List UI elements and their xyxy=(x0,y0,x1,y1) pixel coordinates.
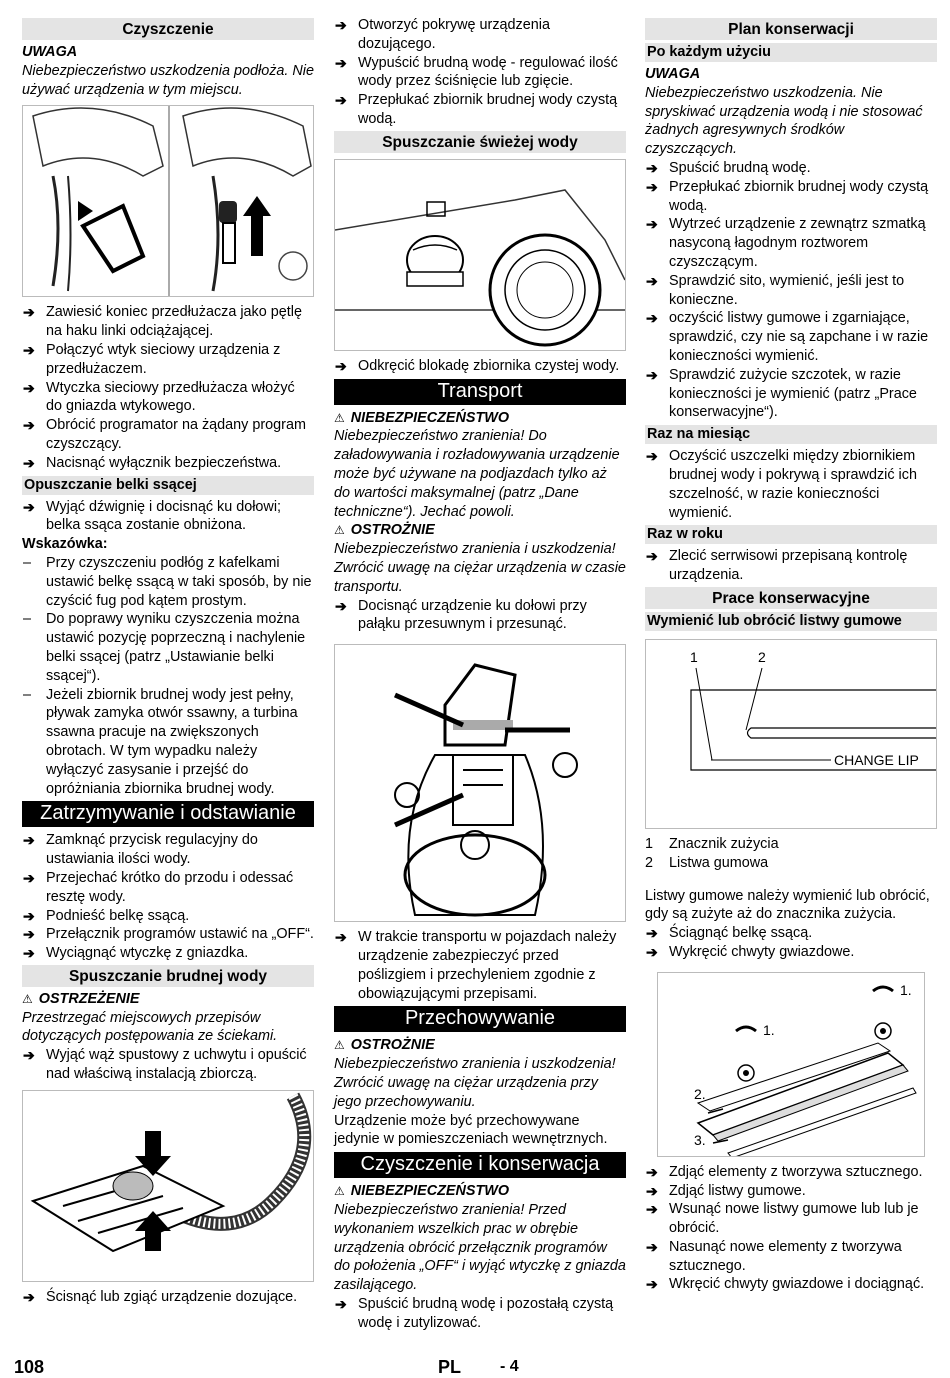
page-number: 108 xyxy=(14,1357,45,1377)
list-item: ➔ Spuścić brudną wodę i pozostałą czystą wodę i zutylizować. xyxy=(334,1295,626,1333)
subheading-lower-bar: Opuszczanie belki ssącej xyxy=(22,476,314,495)
list-item: ➔ Zdjąć listwy gumowe. xyxy=(645,1182,937,1201)
section-heading-stop: Zatrzymywanie i odstawianie xyxy=(22,801,314,827)
list-item: ➔ Wyjąć wąż spustowy z uchwytu i opuścić nad właściwą instalacją zbiorczą. xyxy=(22,1046,314,1084)
legend-item: 1 Znacznik zużycia xyxy=(645,835,779,852)
legend-item: 2 Listwa gumowa xyxy=(645,854,769,871)
storage-text: Urządzenie może być przechowywane jedynie w pomieszczeniach wewnętrznych. xyxy=(334,1112,608,1148)
list-item: ➔ Przełącznik programów ustawić na „OFF“. xyxy=(22,925,314,944)
list-item: ➔ Wsunąć nowe listwy gumowe lub lub je obrócić. xyxy=(645,1200,937,1238)
list-item: ➔ Wtyczka sieciowy przedłużacza włożyć do gniazda wtykowego. xyxy=(22,379,314,417)
step-label-2: 2. xyxy=(694,1085,706,1102)
list-item: ➔ Zamknąć przycisk regulacyjny do ustawiania ilości wody. xyxy=(22,831,314,869)
list-item: ➔ Sprawdzić zużycie szczotek, w razie konieczności je wymienić (patrz „Prace konserwacyjne“). xyxy=(645,366,937,422)
hint-item: – Do poprawy wyniku czyszczenia można ustawić pozycję poprzeczną i nachylenie belki ssącej (patrz „Ustawianie belki ssącej“). xyxy=(22,610,314,685)
list-item: ➔ Odkręcić blokadę zbiornika czystej wody. xyxy=(334,357,626,376)
list-item: ➔ W trakcie transportu w pojazdach należy urządzenie zabezpieczyć przed poślizgiem i przechyleniem zgodnie z obowiązującymi przepisami. xyxy=(334,928,626,1003)
list-item: ➔ Obrócić programator na żądany program czyszczący. xyxy=(22,416,314,454)
list-item: ➔ Podnieść belkę ssącą. xyxy=(22,907,314,926)
fig-label-1: 1 xyxy=(690,648,698,665)
fig-label-2: 2 xyxy=(758,648,766,665)
section-heading-care: Czyszczenie i konserwacja xyxy=(334,1152,626,1178)
section-heading-drain-dirty: Spuszczanie brudnej wody xyxy=(22,965,314,987)
list-item: ➔ Otworzyć pokrywę urządzenia dozującego. xyxy=(334,16,626,54)
list-item: ➔ Przepłukać zbiornik brudnej wody czystą wodą. xyxy=(334,91,626,129)
warning-label: ⚠ OSTRZEŻENIE xyxy=(22,990,314,1009)
list-item: ➔ Zdjąć elementy z tworzywa sztucznego. xyxy=(645,1163,937,1182)
change-lip-figure xyxy=(645,639,937,829)
warning-text: Przestrzegać miejscowych przepisów dotyczących postępowania ze ściekami. xyxy=(22,1009,278,1045)
caution-text: Niebezpieczeństwo zranienia i uszkodzenia! Zwrócić uwagę na ciężar urządzenia w czasie transportu. xyxy=(334,541,626,595)
list-item: ➔ Sprawdzić sito, wymienić, jeśli jest to konieczne. xyxy=(645,272,937,310)
list-item: ➔ Nacisnąć wyłącznik bezpieczeństwa. xyxy=(22,454,314,473)
subheading-lips: Wymienić lub obrócić listwy gumowe xyxy=(645,612,937,631)
list-item: ➔ Oczyścić uszczelki między zbiornikiem brudnej wody i pokrywą i sprawdzić ich szczelność, w razie konieczności wymienić. xyxy=(645,447,937,522)
column-2 xyxy=(334,16,626,1332)
list-item: ➔ Wyjąć dźwignię i docisnąć ku dołowi; belka ssąca zostanie obniżona. xyxy=(22,498,314,536)
list-item: ➔ Zawiesić koniec przedłużacza jako pętlę na haku linki odciążającej. xyxy=(22,303,314,341)
list-item: ➔ Wypuścić brudną wodę - regulować ilość wody przez ściśnięcie lub zgięcie. xyxy=(334,54,626,92)
hint-item: – Jeżeli zbiornik brudnej wody jest pełny, pływak zamyka otwór ssawny, a turbina ssawna pracuje na zwiększonych obrotach. W tym wypadku należy wyłączyć zasysanie i przejść do opróżniania zbiornika brudnej wody. xyxy=(22,686,314,799)
sub-page-number: - 4 xyxy=(500,1358,519,1375)
section-heading-cleaning: Czyszczenie xyxy=(22,18,314,40)
list-item: ➔ Wkręcić chwyty gwiazdowe i dociągnąć. xyxy=(645,1275,937,1294)
list-item: ➔ Przepłukać zbiornik brudnej wody czystą wodą. xyxy=(645,178,937,216)
list-item: ➔ Wytrzeć urządzenie z zewnątrz szmatką nasyconą łagodnym roztworem czyszczącym. xyxy=(645,215,937,271)
list-item: ➔ Nasunąć nowe elementy z tworzywa sztucznego. xyxy=(645,1238,937,1276)
list-item: ➔ Wykręcić chwyty gwiazdowe. xyxy=(645,943,937,962)
list-item: ➔ Zlecić serrwisowi przepisaną kontrolę urządzenia. xyxy=(645,547,937,585)
caution-label: ⚠ OSTROŻNIE xyxy=(334,1036,626,1055)
hint-label: Wskazówka: xyxy=(22,536,108,553)
step-label-1b: 1. xyxy=(900,981,912,998)
step-label-3: 3. xyxy=(694,1131,706,1148)
section-heading-transport: Transport xyxy=(334,379,626,405)
list-item: ➔ Przejechać krótko do przodu i odessać resztę wody. xyxy=(22,869,314,907)
section-heading-plan: Plan konserwacji xyxy=(645,18,937,40)
drain-hose-figure xyxy=(22,1090,314,1282)
danger-text: Niebezpieczeństwo zranienia! Przed wykonaniem wszelkich prac w obrębie urządzenia obrócić przełącznik programów do położenia „OFF“ i wyjąć wtyczkę z gniazda zasilającego. xyxy=(334,1201,626,1294)
notice-label: UWAGA xyxy=(645,66,701,82)
list-item: ➔ oczyścić listwy gumowe i zgarniające, sprawdzić, czy nie są zapchane i w razie konieczności wymienić. xyxy=(645,309,937,365)
language-code: PL xyxy=(438,1357,462,1377)
suction-bar-figure xyxy=(657,972,925,1157)
transport-figure xyxy=(334,644,626,922)
danger-label: ⚠ NIEBEZPIECZEŃSTWO xyxy=(334,409,626,428)
caution-text: Niebezpieczeństwo zranienia i uszkodzenia! Zwrócić uwagę na ciężar urządzenia przy jego przechowywaniu. xyxy=(334,1056,616,1110)
list-item: ➔ Ściągnąć belkę ssącą. xyxy=(645,924,937,943)
plug-connection-figure xyxy=(22,105,314,297)
fresh-water-lock-figure xyxy=(334,159,626,351)
subheading-yearly: Raz w roku xyxy=(645,525,937,544)
list-item: ➔ Wyciągnąć wtyczkę z gniazdka. xyxy=(22,944,314,963)
column-3 xyxy=(645,16,937,1294)
subheading-monthly: Raz na miesiąc xyxy=(645,425,937,444)
change-lip-text: CHANGE LIP xyxy=(834,751,919,768)
danger-label: ⚠ NIEBEZPIECZEŃSTWO xyxy=(334,1182,626,1201)
section-heading-work: Prace konserwacyjne xyxy=(645,587,937,609)
section-heading-drain-fresh: Spuszczanie świeżej wody xyxy=(334,131,626,153)
list-item: ➔ Ścisnąć lub zgiąć urządzenie dozujące. xyxy=(22,1288,314,1307)
list-item: ➔ Docisnąć urządzenie ku dołowi przy pałąku przesuwnym i przesunąć. xyxy=(334,597,626,635)
hint-item: – Przy czyszczeniu podłóg z kafelkami ustawić belkę ssącą w taki sposób, by nie czyścić fug pod kątem prostym. xyxy=(22,554,314,610)
list-item: ➔ Spuścić brudną wodę. xyxy=(645,159,937,178)
notice-text: Niebezpieczeństwo uszkodzenia podłoża. Nie używać urządzenia w tym miejscu. xyxy=(22,62,314,98)
lips-text: Listwy gumowe należy wymienić lub obrócić, gdy są zużyte aż do znacznika zużycia. xyxy=(645,887,930,923)
step-label-1a: 1. xyxy=(763,1021,775,1038)
subheading-after-use: Po każdym użyciu xyxy=(645,43,937,62)
notice-text: Niebezpieczeństwo uszkodzenia. Nie spryskiwać urządzenia wodą i nie stosować żadnych agresywnych środków czyszczących. xyxy=(645,84,923,158)
section-heading-storage: Przechowywanie xyxy=(334,1006,626,1032)
list-item: ➔ Połączyć wtyk sieciowy urządzenia z przedłużaczem. xyxy=(22,341,314,379)
column-1 xyxy=(22,16,314,1307)
caution-label: ⚠ OSTROŻNIE xyxy=(334,521,626,540)
danger-text: Niebezpieczeństwo zranienia! Do załadowywania i rozładowywania urządzenie może być używane na podjazdach tylko aż do wartości maksymalnej (patrz „Dane techniczne“). Jechać powoli. xyxy=(334,428,620,520)
notice-label: UWAGA xyxy=(22,44,78,60)
